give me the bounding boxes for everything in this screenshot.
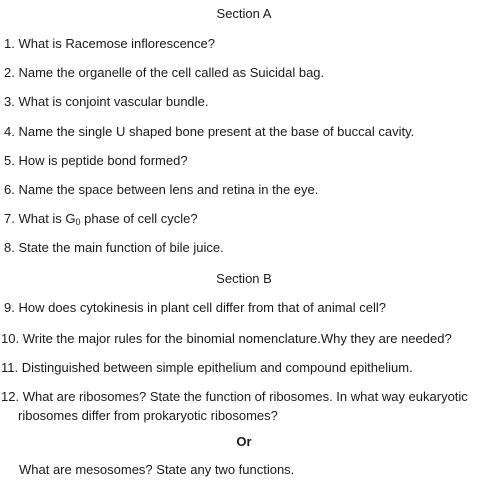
question-text: State the main function of bile juice. <box>18 240 224 255</box>
question-number: 8. <box>4 240 15 255</box>
question-text: What is conjoint vascular bundle. <box>18 94 209 109</box>
section-b-heading: Section B <box>216 271 272 286</box>
question-text: What is Racemose inflorescence? <box>18 36 215 51</box>
question-number: 6. <box>4 182 15 197</box>
question-text: Write the major rules for the binomial nomenclature.Why they are needed? <box>22 331 452 346</box>
question-number: 3. <box>4 94 15 109</box>
question-text: Name the single U shaped bone present at the base of buccal cavity. <box>18 124 415 139</box>
question-7 <box>4 209 484 232</box>
question-10 <box>1 329 484 348</box>
subscript-zero: 0 <box>75 217 81 227</box>
question-text-after: phase of cell cycle? <box>80 211 198 226</box>
question-number: 5. <box>4 153 15 168</box>
question-text: How does cytokinesis in plant cell differ from that of animal cell? <box>18 300 387 315</box>
question-number: 9. <box>4 300 15 315</box>
or-label: Or <box>236 434 252 449</box>
question-text-before: What is G <box>18 211 76 226</box>
question-4 <box>4 122 484 141</box>
question-number: 11. <box>1 360 19 375</box>
question-2 <box>4 63 484 82</box>
question-number: 12. <box>1 389 20 404</box>
question-text: Name the space between lens and retina in the eye. <box>18 182 319 197</box>
question-text-continuation: ribosomes differ from prokaryotic ribosomes? <box>18 408 278 423</box>
alternative-question: What are mesosomes? State any two functions. <box>19 462 295 477</box>
question-number: 7. <box>4 211 15 226</box>
question-number: 10. <box>1 331 20 346</box>
question-8 <box>4 238 484 257</box>
question-1 <box>4 34 484 53</box>
question-12 <box>1 387 484 425</box>
question-6 <box>4 180 484 199</box>
section-a-heading: Section A <box>216 6 272 21</box>
question-text: How is peptide bond formed? <box>18 153 188 168</box>
question-number: 2. <box>4 65 15 80</box>
question-5 <box>4 151 484 170</box>
question-number: 1. <box>4 36 15 51</box>
question-text: Distinguished between simple epithelium and compound epithelium. <box>21 360 413 375</box>
question-3 <box>4 92 484 111</box>
question-9 <box>4 298 484 317</box>
question-number: 4. <box>4 124 15 139</box>
question-text: What are ribosomes? State the function of ribosomes. In what way eukaryotic <box>22 389 468 404</box>
question-text: Name the organelle of the cell called as Suicidal bag. <box>18 65 325 80</box>
question-11 <box>1 358 484 377</box>
